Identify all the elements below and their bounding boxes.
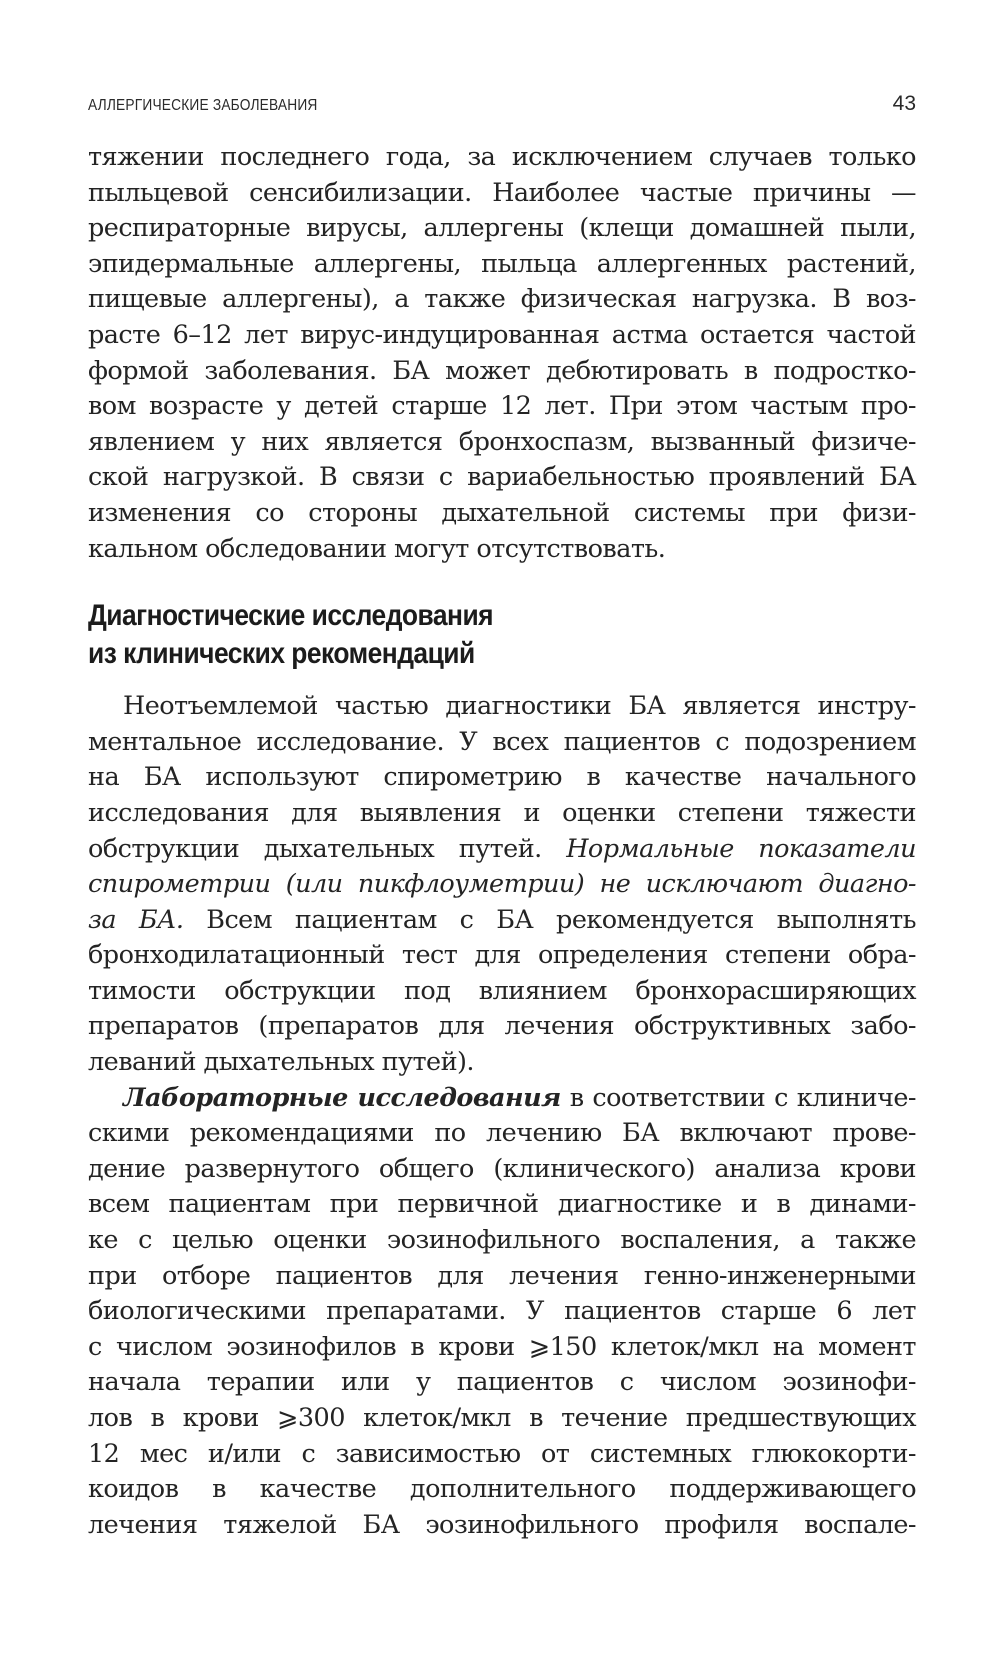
text-line: пищевые аллергены), а также физическая нагрузка. В воз- xyxy=(88,284,916,315)
text-line xyxy=(88,832,916,868)
text-line: изменения со стороны дыхательной системы при физи- xyxy=(88,497,916,528)
page-number: 43 xyxy=(892,92,916,115)
text-line: леваний дыхательных путей). xyxy=(88,1047,474,1078)
text-line: 12 мес и/или с зависимостью от системных глюкокорти- xyxy=(88,1438,916,1469)
section-heading xyxy=(88,597,817,673)
text-line: ской нагрузкой. В связи с вариабельностью проявлений БА xyxy=(88,462,916,493)
text-line xyxy=(88,867,916,903)
text-line: исследования для выявления и оценки степени тяжести xyxy=(88,797,916,828)
text-line: эпидермальные аллергены, пыльца аллергенных растений, xyxy=(88,248,916,279)
text-line xyxy=(88,1081,916,1117)
text-line: формой заболевания. БА может дебютировать в подростко- xyxy=(88,355,916,386)
italic-segment: за БА. xyxy=(88,904,184,935)
text-line: тяжении последнего года, за исключением случаев только xyxy=(88,142,916,172)
running-title: АЛЛЕРГИЧЕСКИЕ ЗАБОЛЕВАНИЯ xyxy=(88,97,318,114)
text-line: расте 6–12 лет вирус-индуцированная астма остается частой xyxy=(88,319,916,350)
text-line: кальном обследовании могут отсутствовать. xyxy=(88,533,666,564)
section-heading-line: Диагностические исследования xyxy=(88,599,494,633)
text-line: дение развернутого общего (клинического) анализа крови xyxy=(88,1153,916,1184)
text-line: всем пациентам при первичной диагностике и в динами- xyxy=(88,1189,916,1220)
italic-segment: Нормальные показатели xyxy=(566,833,916,864)
section-heading-line: из клинических рекомендаций xyxy=(88,637,475,671)
book-page xyxy=(88,92,916,1543)
text-segment: обструкции дыхательных путей. xyxy=(88,833,567,864)
paragraph-continued xyxy=(88,140,916,567)
text-line: респираторные вирусы, аллергены (клещи домашней пыли, xyxy=(88,213,916,244)
text-line: тимости обструкции под влиянием бронхорасширяющих xyxy=(88,975,916,1006)
text-line: с числом эозинофилов в крови ⩾150 клеток/мкл на момент xyxy=(88,1331,916,1362)
text-line: вом возрасте у детей старше 12 лет. При этом частым про- xyxy=(88,391,916,422)
paragraph-laboratory xyxy=(88,1081,916,1544)
text-segment: Всем пациентам с БА рекомендуется выполнять xyxy=(183,904,916,935)
bold-italic-segment: Лабораторные исследования xyxy=(123,1082,561,1113)
text-line: пыльцевой сенсибилизации. Наиболее частые причины — xyxy=(88,177,916,208)
text-line: Неотъемлемой частью диагностики БА является инстру- xyxy=(123,691,916,722)
running-head xyxy=(88,92,916,132)
text-line: лечения тяжелой БА эозинофильного профиля воспале- xyxy=(88,1509,916,1540)
text-line: ке с целью оценки эозинофильного воспаления, а также xyxy=(88,1225,916,1256)
text-line: ментальное исследование. У всех пациентов с подозрением xyxy=(88,726,916,757)
text-line: при отборе пациентов для лечения генно-инженерными xyxy=(88,1260,916,1291)
text-line: биологическими препаратами. У пациентов старше 6 лет xyxy=(88,1296,916,1327)
text-line: препаратов (препаратов для лечения обструктивных забо- xyxy=(88,1011,916,1042)
italic-segment: спирометрии (или пикфлоуметрии) не исключают диагно- xyxy=(88,869,916,900)
text-line: скими рекомендациями по лечению БА включают прове- xyxy=(88,1118,916,1149)
text-line xyxy=(88,903,916,939)
text-line: явлением у них является бронхоспазм, вызванный физиче- xyxy=(88,426,916,457)
text-line: коидов в качестве дополнительного поддерживающего xyxy=(88,1474,916,1505)
text-line: начала терапии или у пациентов с числом эозинофи- xyxy=(88,1367,916,1398)
text-line: лов в крови ⩾300 клеток/мкл в течение предшествующих xyxy=(88,1403,916,1433)
paragraph-diagnostics xyxy=(88,689,916,1081)
text-segment: в соответствии с клиниче- xyxy=(560,1082,916,1113)
text-line: на БА используют спирометрию в качестве начального xyxy=(88,762,916,793)
text-line: бронходилатационный тест для определения степени обра- xyxy=(88,940,916,971)
